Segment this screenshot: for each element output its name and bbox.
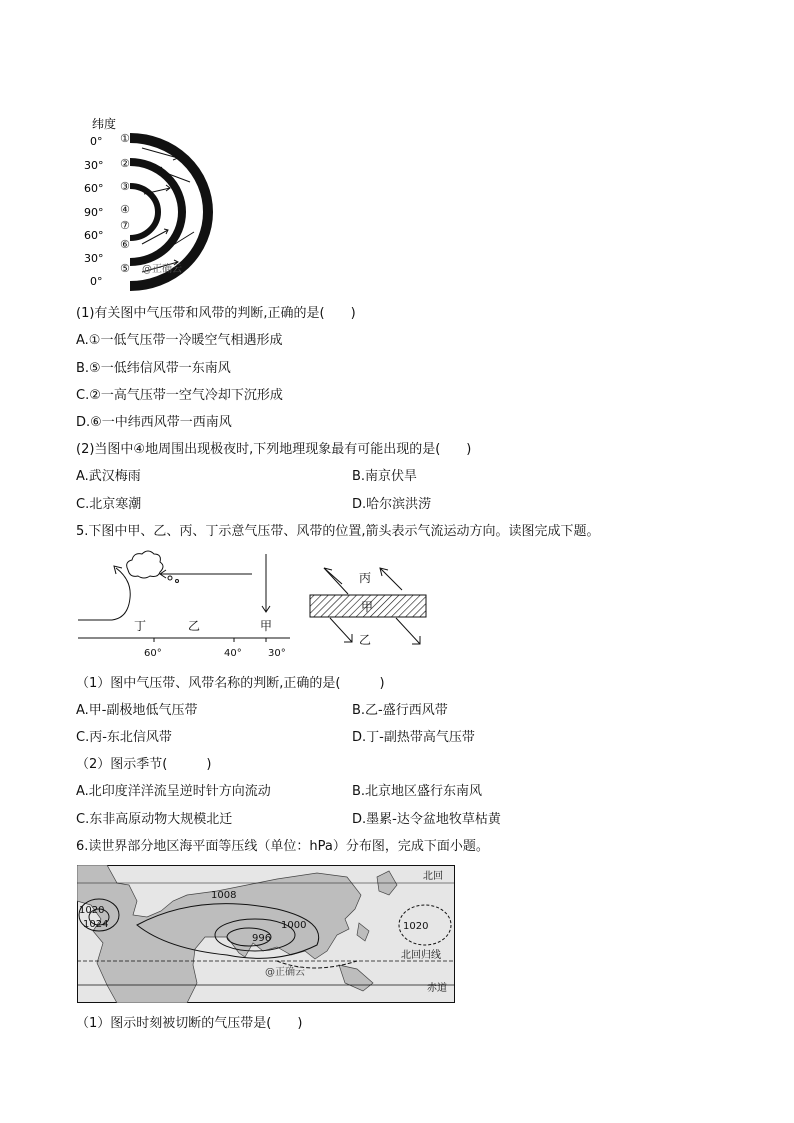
q5-tick-60: 60°	[144, 648, 162, 659]
q5-sub1-option-d: D.丁-副热带高气压带	[352, 730, 475, 745]
q6-isobar-1000: 1000	[281, 920, 307, 931]
q5-sub1-option-c: C.丙-东北信风带	[76, 730, 172, 745]
lat-label-90: 90°	[84, 206, 104, 219]
belt-label-4: ④	[120, 203, 130, 216]
q5-right-label-bing: 丙	[359, 571, 372, 585]
latitude-axis-title: 纬度	[92, 117, 117, 131]
q5-sub2-option-d: D.墨累-达令盆地牧草枯黄	[352, 812, 501, 827]
q4-sub2-option-d: D.哈尔滨洪涝	[352, 497, 432, 512]
q5-belt-figure	[76, 550, 456, 662]
belt-label-1: ①	[120, 132, 130, 145]
q5-right-label-yi: 乙	[359, 633, 372, 647]
lat-label-60-top: 60°	[84, 182, 104, 195]
q4-sub1-option-b: B.⑤一低纬信风带一东南风	[76, 361, 231, 376]
q4-sub1-stem: (1)有关图中气压带和风带的判断,正确的是( )	[76, 306, 356, 321]
q5-sub2-option-c: C.东非高原动物大规模北迁	[76, 812, 233, 827]
q4-sub1-option-a: A.①一低气压带一冷暖空气相遇形成	[76, 333, 283, 348]
q4-sub2-option-c: C.北京寒潮	[76, 497, 142, 512]
q6-top-right-label: 北回	[423, 871, 443, 882]
q5-tick-40: 40°	[224, 648, 242, 659]
q4-sub2-option-b: B.南京伏旱	[352, 469, 418, 484]
q5-sub2-option-b: B.北京地区盛行东南风	[352, 784, 483, 799]
q5-left-label-yi: 乙	[188, 619, 201, 633]
belt-label-2: ②	[120, 157, 130, 170]
belt-label-7: ⑦	[120, 219, 130, 232]
q6-isobar-map	[77, 865, 455, 1003]
q6-map-watermark: @正确云	[265, 967, 305, 978]
lat-label-0-top: 0°	[90, 135, 103, 148]
q5-sub2-option-a: A.北印度洋洋流呈逆时针方向流动	[76, 784, 271, 799]
lat-label-0-bottom: 0°	[90, 275, 103, 288]
q6-sub1-stem: （1）图示时刻被切断的气压带是( )	[76, 1016, 303, 1031]
q4-sub1-option-c: C.②一高气压带一空气冷却下沉形成	[76, 388, 283, 403]
q6-isobar-1020-left: 1020	[79, 905, 105, 916]
pressure-belt-semicircle-figure	[82, 112, 222, 292]
q6-isobar-1008: 1008	[211, 890, 237, 901]
lat-label-60-bottom: 60°	[84, 229, 104, 242]
q6-isobar-1024: 1024	[83, 919, 109, 930]
q6-stem: 6.读世界部分地区海平面等压线（单位：hPa）分布图，完成下面小题。	[76, 839, 489, 854]
q6-label-equator: 赤道	[427, 983, 447, 994]
lat-label-30-bottom: 30°	[84, 252, 104, 265]
figure1-watermark: @正确云	[142, 264, 182, 275]
q5-stem: 5.下图中甲、乙、丙、丁示意气压带、风带的位置,箭头表示气流运动方向。读图完成下题。	[76, 524, 600, 539]
q5-left-label-jia: 甲	[260, 619, 273, 633]
q4-sub1-option-d: D.⑥一中纬西风带一西南风	[76, 415, 232, 430]
q5-left-label-ding: 丁	[134, 619, 147, 633]
q5-sub1-option-a: A.甲-副极地低气压带	[76, 703, 198, 718]
q6-isobar-996: 996	[252, 933, 272, 944]
belt-label-3: ③	[120, 180, 130, 193]
q5-sub1-stem: （1）图中气压带、风带名称的判断,正确的是( )	[76, 676, 385, 691]
q6-label-tropic: 北回归线	[401, 950, 441, 961]
q5-sub1-option-b: B.乙-盛行西风带	[352, 703, 448, 718]
belt-label-5: ⑤	[120, 262, 130, 275]
lat-label-30-top: 30°	[84, 159, 104, 172]
q5-right-label-jia: 甲	[361, 600, 374, 614]
q4-sub2-option-a: A.武汉梅雨	[76, 469, 141, 484]
q5-sub2-stem: （2）图示季节( )	[76, 757, 212, 772]
q6-isobar-1020-right: 1020	[403, 921, 429, 932]
q5-tick-30: 30°	[268, 648, 286, 659]
q4-sub2-stem: (2)当图中④地周围出现极夜时,下列地理现象最有可能出现的是( )	[76, 442, 472, 457]
belt-label-6: ⑥	[120, 238, 130, 251]
